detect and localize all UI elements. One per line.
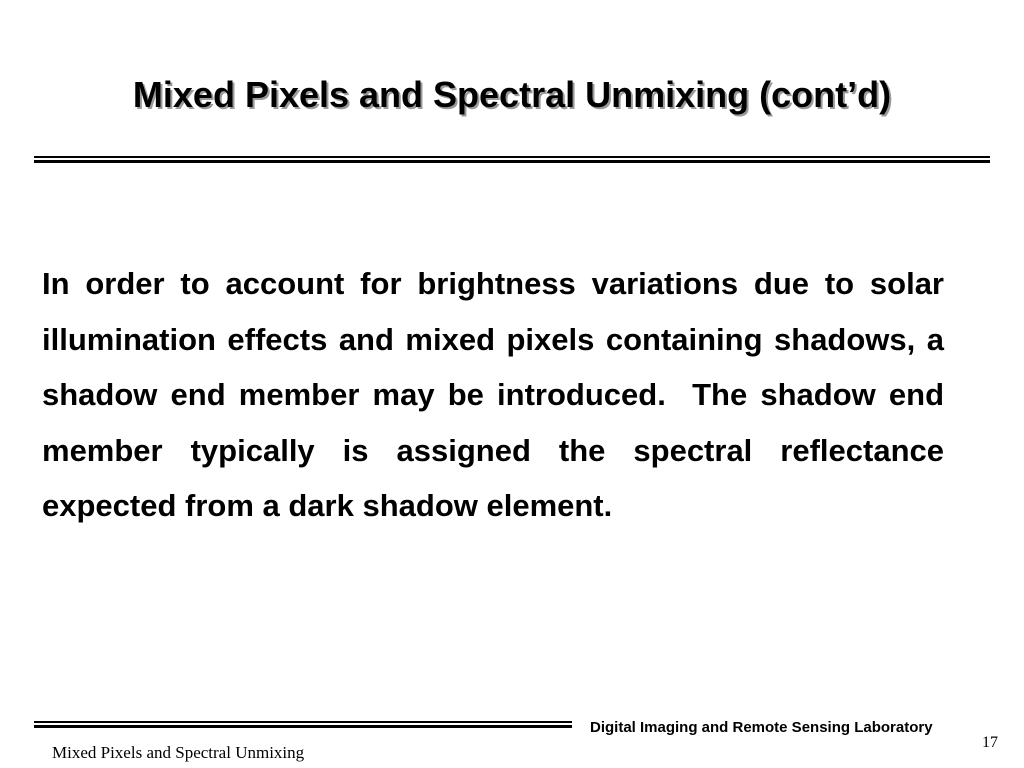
- footer-lab-name: Digital Imaging and Remote Sensing Laboratory: [590, 719, 933, 736]
- title-divider-thin: [34, 156, 990, 158]
- footer-divider-thin: [34, 721, 572, 723]
- footer-topic: Mixed Pixels and Spectral Unmixing: [52, 743, 305, 762]
- slide-body-text: In order to account for brightness variations due to solar illumination effects and mixed pixels containing shadows, a shadow end member may be introduced. The shadow end member typically is assigned the spectral reflectance expected from a dark shadow element.: [42, 266, 953, 523]
- page-number: 17: [982, 734, 998, 751]
- slide-title: Mixed Pixels and Spectral Unmixing (cont’d): [132, 74, 892, 115]
- title-divider-thick: [34, 160, 990, 163]
- footer-divider-thick: [34, 725, 572, 728]
